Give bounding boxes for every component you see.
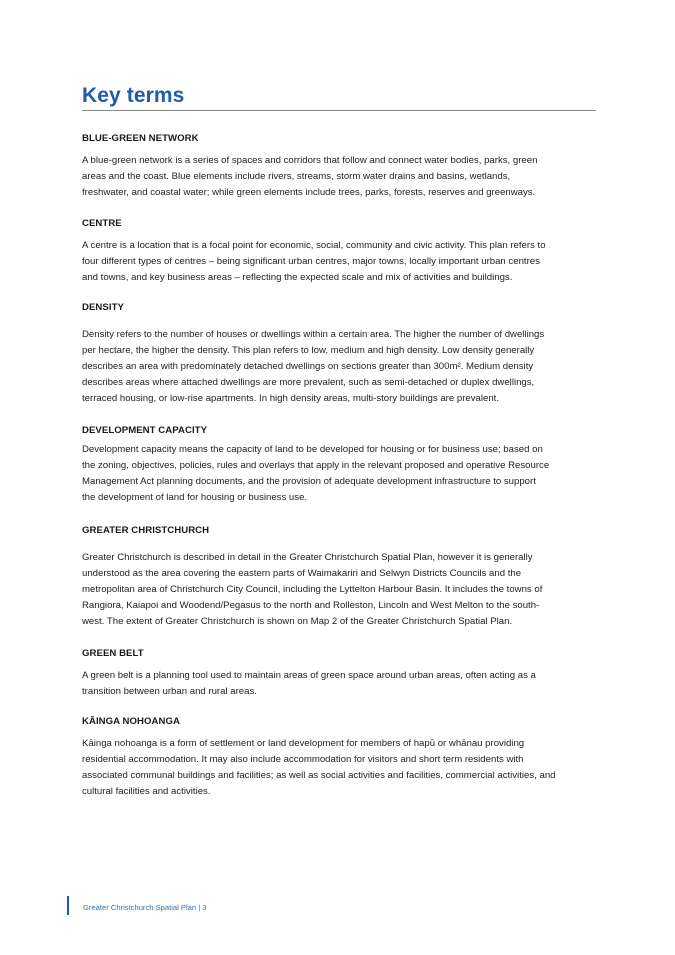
term-definition: Greater Christchurch is described in detail in the Greater Christchurch Spatial Plan, however it is generally understood as the area covering the eastern parts of Waimakariri and Selwyn Districts Councils and the metropolitan area of Christchurch City Council, including the Lyttelton Harbour Basin. It includes the towns of Rangiora, Kaiapoi and Woodend/Pegasus to the north and Rolleston, Lincoln and West Melton to the south- west. The extent of Greater Christchurch is shown on Map 2 of the Greater Christchurch Spatial Plan. — [82, 552, 543, 627]
term-kainga-nohoanga — [82, 715, 596, 800]
term-greater-christchurch — [82, 524, 596, 630]
term-definition: A green belt is a planning tool used to maintain areas of green space around urban areas, often acting as a transition between urban and rural areas. — [82, 670, 536, 697]
term-heading: GREEN BELT — [82, 648, 144, 659]
footer-accent-bar — [67, 896, 69, 915]
term-definition: Development capacity means the capacity of land to be developed for housing or for business use; based on the zoning, objectives, policies, rules and overlays that apply in the relevant proposed and operative Resource Management Act planning documents, and the provision of adequate development infrastructure to support the development of land for housing or business use. — [82, 444, 550, 503]
term-blue-green-network — [82, 132, 596, 201]
term-definition: A blue-green network is a series of spaces and corridors that follow and connect water bodies, parks, green areas and the coast. Blue elements include rivers, streams, storm water drains and basins, wetlands, freshwater, and coastal water; while green elements include trees, parks, forests, reserves and greenways. — [82, 155, 538, 198]
term-definition: A centre is a location that is a focal point for economic, social, community and civic activity. This plan refers to four different types of centres – being significant urban centres, major towns, locally important urban centres and towns, and key business areas – reflecting the expected scale and mix of activities and buildings. — [82, 240, 546, 283]
title-divider — [82, 110, 596, 111]
page-title: Key terms — [82, 84, 185, 107]
term-centre — [82, 217, 596, 286]
term-definition: Density refers to the number of houses or dwellings within a certain area. The higher the number of dwellings per hectare, the higher the density. This plan refers to low, medium and high density. Low density generally describes an area with predominately detached dwellings on sections greater than 300m². Medium density describes areas where attached dwellings are more prevalent, such as semi-detached or duplex dwellings, terraced housing, or low-rise apartments. In high density areas, multi-story buildings are prevalent. — [82, 329, 545, 404]
term-development-capacity — [82, 424, 596, 506]
term-heading: DEVELOPMENT CAPACITY — [82, 425, 208, 436]
term-definition: Kāinga nohoanga is a form of settlement or land development for members of hapū or whānau providing residential accommodation. It may also include accommodation for visitors and short term residents with associated communal buildings and facilities; as well as social activities and facilities, commercial activities, and cultural facilities and activities. — [82, 738, 556, 797]
term-heading: KĀINGA NOHOANGA — [82, 716, 180, 727]
term-density — [82, 301, 596, 407]
term-heading: GREATER CHRISTCHURCH — [82, 525, 210, 536]
term-green-belt — [82, 647, 596, 700]
footer-page-label: Greater Christchurch Spatial Plan | 3 — [83, 903, 207, 912]
term-heading: DENSITY — [82, 302, 124, 313]
term-heading: CENTRE — [82, 218, 122, 229]
term-heading: BLUE-GREEN NETWORK — [82, 133, 199, 144]
